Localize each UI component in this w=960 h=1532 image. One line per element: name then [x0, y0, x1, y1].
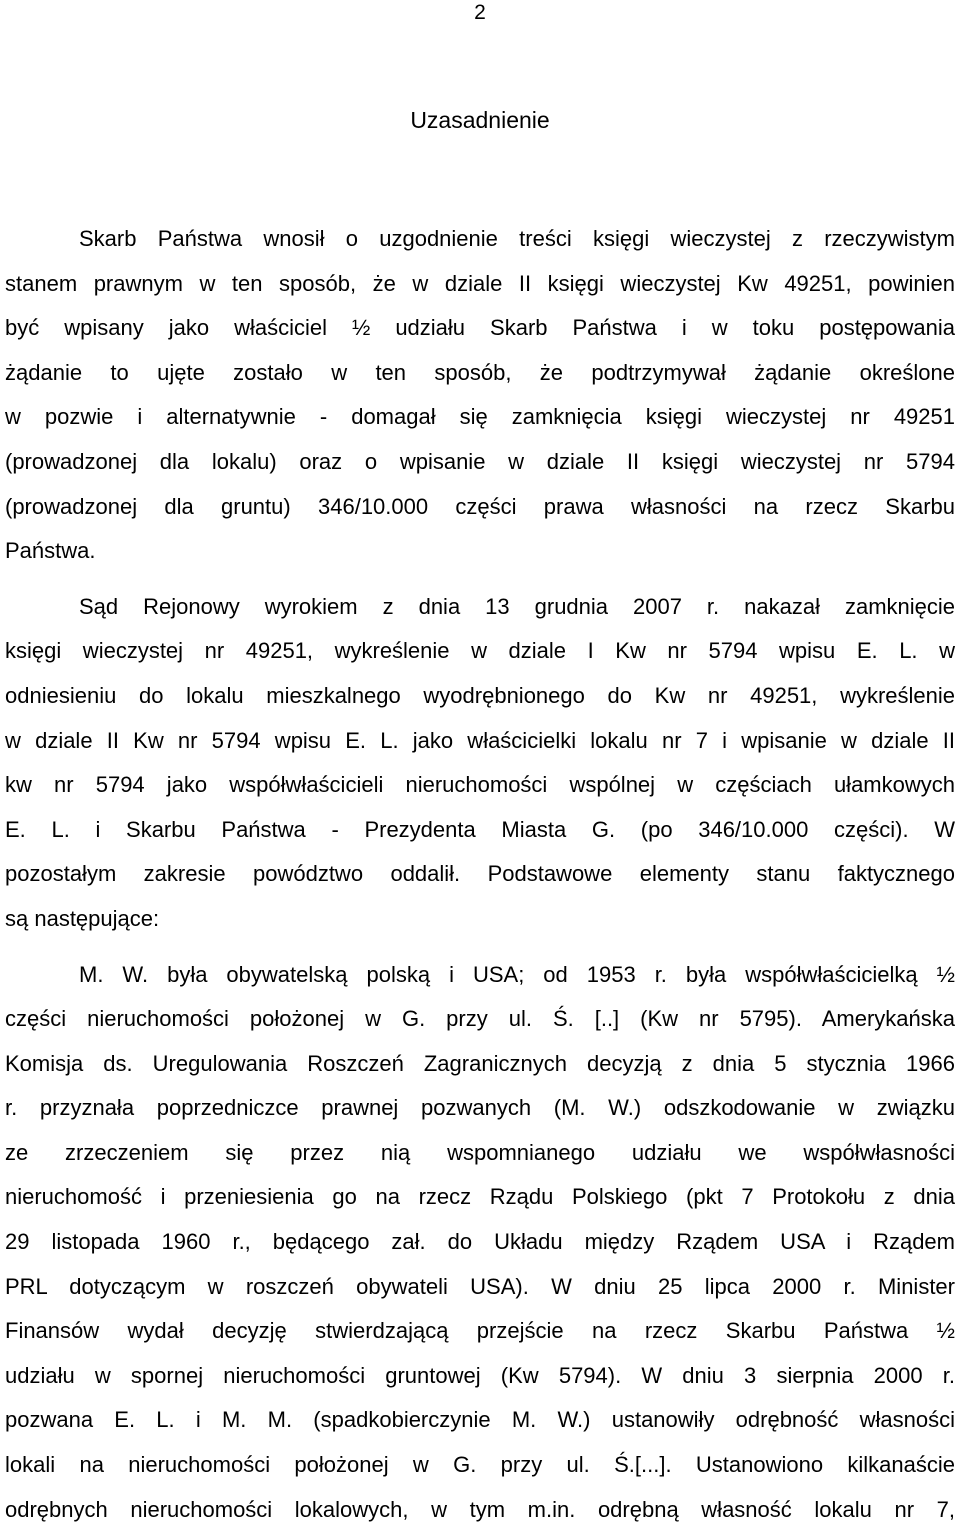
text-line: (prowadzonej dla gruntu) 346/10.000 części prawa własności na rzecz Skarbu — [5, 485, 955, 530]
text-line: odniesieniu do lokalu mieszkalnego wyodrębnionego do Kw nr 49251, wykreślenie — [5, 674, 955, 719]
text-line: księgi wieczystej nr 49251, wykreślenie w dziale I Kw nr 5794 wpisu E. L. w — [5, 629, 955, 674]
text-line: Skarb Państwa wnosił o uzgodnienie treści księgi wieczystej z rzeczywistym — [5, 217, 955, 262]
text-line: pozwana E. L. i M. M. (spadkobierczynie M. W.) ustanowiły odrębność własności — [5, 1398, 955, 1443]
document-heading: Uzasadnienie — [0, 106, 960, 134]
text-line: (prowadzonej dla lokalu) oraz o wpisanie w dziale II księgi wieczystej nr 5794 — [5, 440, 955, 485]
text-line: lokali na nieruchomości położonej w G. przy ul. Ś.[...]. Ustanowiono kilkanaście — [5, 1443, 955, 1488]
text-line: kw nr 5794 jako współwłaścicieli nieruchomości wspólnej w częściach ułamkowych — [5, 763, 955, 808]
paragraph-3 — [5, 953, 955, 1532]
text-line: pozostałym zakresie powództwo oddalił. Podstawowe elementy stanu faktycznego — [5, 852, 955, 897]
text-line: Sąd Rejonowy wyrokiem z dnia 13 grudnia 2007 r. nakazał zamknięcie — [5, 585, 955, 630]
text-line: nieruchomość i przeniesienia go na rzecz Rządu Polskiego (pkt 7 Protokołu z dnia — [5, 1175, 955, 1220]
text-line: w dziale II Kw nr 5794 wpisu E. L. jako właścicielki lokalu nr 7 i wpisanie w dziale II — [5, 719, 955, 764]
text-line: są następujące: — [5, 897, 955, 942]
text-line: udziału w spornej nieruchomości gruntowej (Kw 5794). W dniu 3 sierpnia 2000 r. — [5, 1354, 955, 1399]
text-line: PRL dotyczącym w roszczeń obywateli USA). W dniu 25 lipca 2000 r. Minister — [5, 1265, 955, 1310]
text-line: Finansów wydał decyzję stwierdzającą przejście na rzecz Skarbu Państwa ½ — [5, 1309, 955, 1354]
text-line: Państwa. — [5, 529, 955, 574]
page-number: 2 — [0, 2, 960, 24]
text-line: być wpisany jako właściciel ½ udziału Skarb Państwa i w toku postępowania — [5, 306, 955, 351]
text-line: ze zrzeczeniem się przez nią wspomnianego udziału we współwłasności — [5, 1131, 955, 1176]
text-line: stanem prawnym w ten sposób, że w dziale II księgi wieczystej Kw 49251, powinien — [5, 262, 955, 307]
text-line: Komisja ds. Uregulowania Roszczeń Zagranicznych decyzją z dnia 5 stycznia 1966 — [5, 1042, 955, 1087]
paragraph-1 — [5, 217, 955, 574]
text-line: w pozwie i alternatywnie - domagał się zamknięcia księgi wieczystej nr 49251 — [5, 395, 955, 440]
document-body — [5, 217, 955, 1532]
text-line: części nieruchomości położonej w G. przy ul. Ś. [..] (Kw nr 5795). Amerykańska — [5, 997, 955, 1042]
text-line: r. przyznała poprzedniczce prawnej pozwanych (M. W.) odszkodowanie w związku — [5, 1086, 955, 1131]
text-line: M. W. była obywatelską polską i USA; od 1953 r. była współwłaścicielką ½ — [5, 953, 955, 998]
text-line: żądanie to ujęte zostało w ten sposób, że podtrzymywał żądanie określone — [5, 351, 955, 396]
text-line: 29 listopada 1960 r., będącego zał. do Układu między Rządem USA i Rządem — [5, 1220, 955, 1265]
paragraph-2 — [5, 585, 955, 942]
text-line: E. L. i Skarbu Państwa - Prezydenta Miasta G. (po 346/10.000 części). W — [5, 808, 955, 853]
text-line: odrębnych nieruchomości lokalowych, w tym m.in. odrębną własność lokalu nr 7, — [5, 1488, 955, 1532]
